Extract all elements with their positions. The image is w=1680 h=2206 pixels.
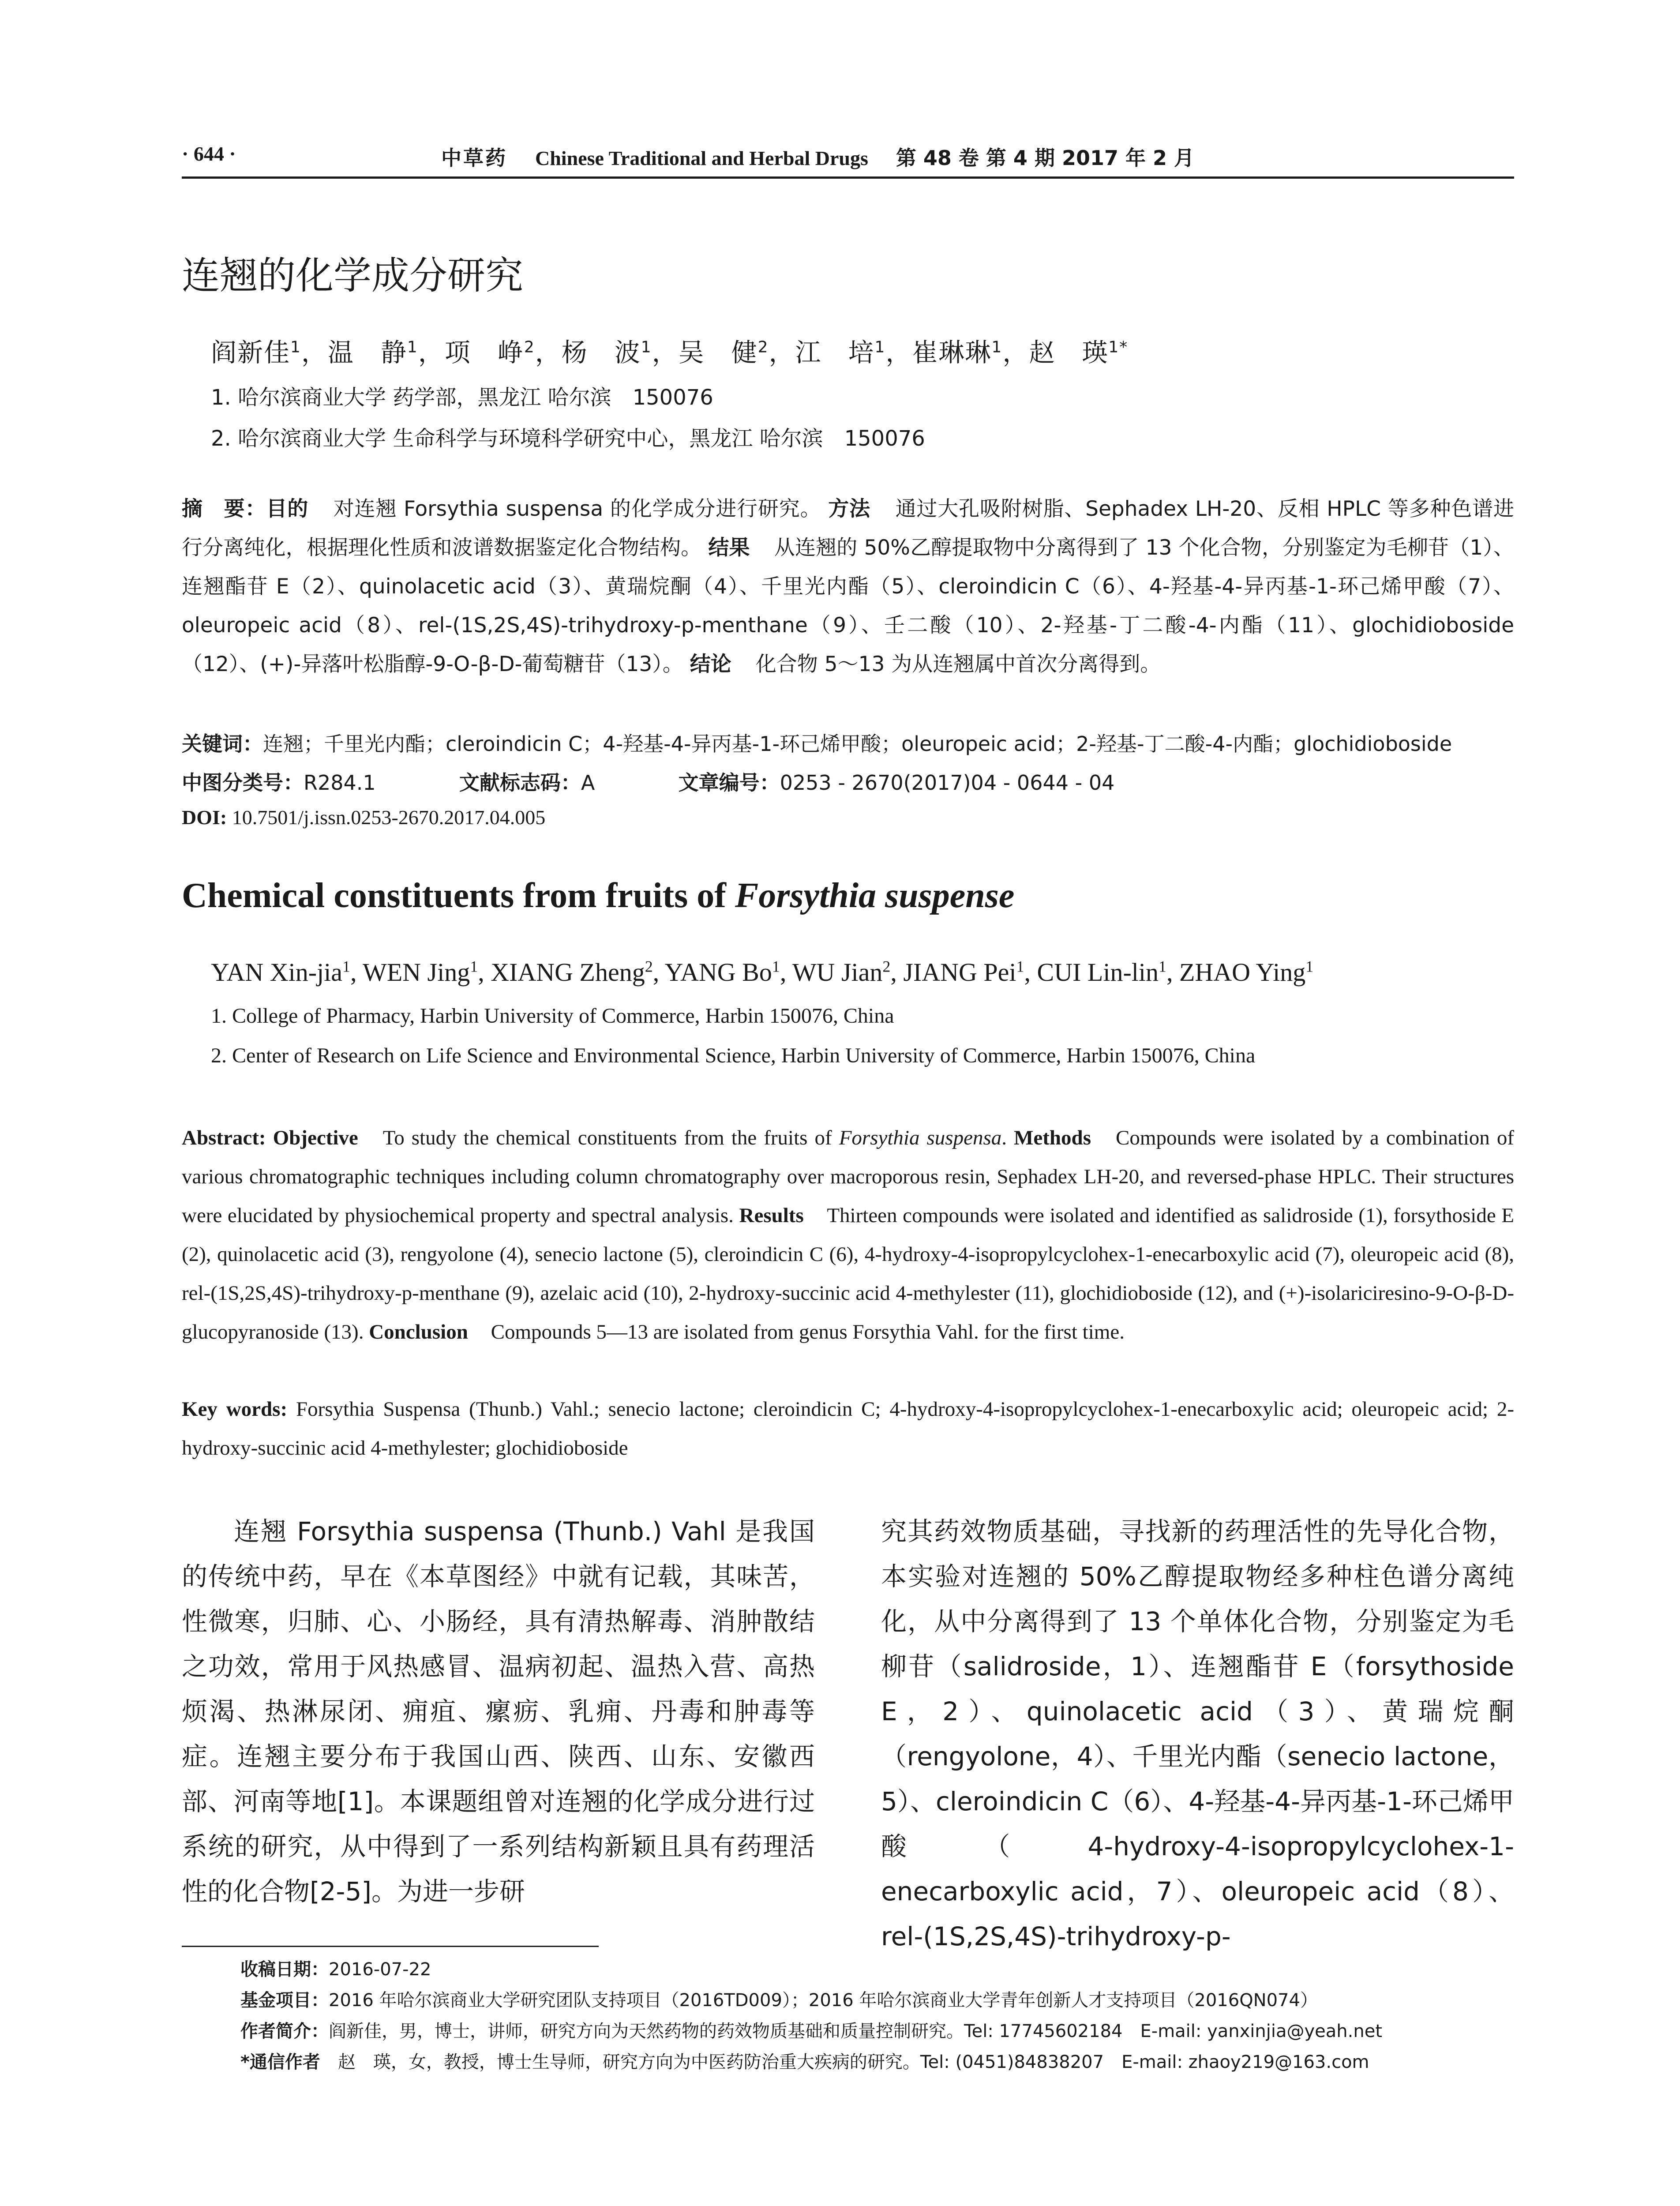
doc-code-value: A (581, 771, 595, 795)
journal-name-en: Chinese Traditional and Herbal Drugs (535, 147, 868, 169)
conclusion-en-label: Conclusion (369, 1321, 468, 1343)
received-value: 2016-07-22 (329, 1959, 431, 1980)
objective-cn-label: 目的 (266, 497, 309, 521)
author-bio-label: 作者简介： (240, 2021, 329, 2041)
corresponding-label: *通信作者 (240, 2052, 320, 2072)
en-author-affiliation-marker: 1 (342, 957, 350, 975)
en-author-affiliation-marker: 2 (882, 957, 891, 975)
keywords-cn-text: 连翘；千里光内酯；cleroindicin C；4-羟基-4-异丙基-1-环己烯甲酸；oleuropeic acid；2-羟基-丁二酸-4-内酯；glochidioboside (263, 732, 1452, 756)
methods-cn-label: 方法 (828, 497, 870, 521)
en-author-name: XIANG Zheng (491, 958, 645, 987)
cn-author-affiliation-marker: 1 (290, 338, 301, 356)
conclusion-cn-text: 化合物 5～13 为从连翘属中首次分离得到。 (755, 652, 1161, 676)
methods-en-label: Methods (1014, 1126, 1091, 1149)
en-author-name: YAN Xin-jia (211, 958, 343, 987)
abstract-cn-label: 摘 要： (182, 497, 266, 521)
results-en-text: Thirteen compounds were isolated and identified as salidroside (1), forsythoside E (2), quinolacetic acid (3), rengyolone (4), senecio lactone (5), cleroindicin C (6), 4-hydroxy-4-isopropylcyclohex-1-enecarboxylic acid (7), oleuropeic acid (8), rel-(1S,2S,4S)-trihydroxy-p-menthane (9), azelaic acid (10), 2-hydroxy-succinic acid 4-methylester (11), glochidioboside (12), and (+)-isolariciresino-9-O-β-D-glucopyranoside (13). (182, 1204, 1515, 1343)
fund-label: 基金项目： (240, 1990, 329, 2011)
methods-cn-text: 通过大孔吸附树脂、Sephadex LH-20、反相 HPLC 等多种色谱进行分离纯化，根据理化性质和波谱数据鉴定化合物结构。 (182, 497, 1514, 560)
cn-author-affiliation-marker: 1 (641, 338, 652, 356)
results-cn-text: 从连翘的 50%乙醇提取物中分离得到了 13 个化合物，分别鉴定为毛柳苷（1）、连翘酯苷 E（2）、quinolacetic acid（3）、黄瑞烷酮（4）、千里光内酯（5）、cleroindicin C（6）、4-羟基-4-异丙基-1-环己烯甲酸（7）、oleuropeic acid（8）、rel-(1S,2S,4S)-trihydroxy-p-menthane（9）、壬二酸（10）、2-羟基-丁二酸-4-内酯（11）、glochidioboside（12）、(+)-异落叶松脂醇-9-O-β-D-葡萄糖苷（13）。 (182, 536, 1514, 676)
keywords-cn-label: 关键词： (182, 732, 263, 756)
cn-author-affiliation-marker: 1 (991, 338, 1003, 356)
en-author-name: WU Jian (792, 958, 883, 987)
en-author-name: JIANG Pei (903, 958, 1016, 987)
cn-author-affiliation-marker: 1 (874, 338, 886, 356)
abstract-en: Abstract: Objective To study the chemical constituents from the fruits of Forsythia suspensa. Methods Compounds were isolated by a combination of various chromatographic techniques including column chromatography over macroporous resin, Sephadex LH-20, and reversed-phase HPLC. Their structures were elucidated by physiochemical property and spectral analysis. Results Thirteen compounds were isolated and identified as salidroside (1), forsythoside E (2), quinolacetic acid (3), rengyolone (4), senecio lactone (5), cleroindicin C (6), 4-hydroxy-4-isopropylcyclohex-1-enecarboxylic acid (7), oleuropeic acid (8), rel-(1S,2S,4S)-trihydroxy-p-menthane (9), azelaic acid (10), 2-hydroxy-succinic acid 4-methylester (11), glochidioboside (12), and (+)-isolariciresino-9-O-β-D-glucopyranoside (13). Conclusion Compounds 5—13 are isolated from genus Forsythia Vahl. for the first time. (182, 1126, 1515, 1343)
page-number: · 644 · (182, 143, 236, 165)
class-label: 中图分类号： (182, 771, 304, 795)
doi-line (182, 806, 545, 829)
objective-en-species: Forsythia suspensa (839, 1126, 1002, 1149)
affiliation-en-2: 2. Center of Research on Life Science and Environmental Science, Harbin University of Commerce, Harbin 150076, China (211, 1044, 1256, 1067)
article-no-value: 0253 - 2670(2017)04 - 0644 - 04 (780, 771, 1115, 795)
article-title-cn: 连翘的化学成分研究 (182, 254, 523, 298)
cn-author-affiliation-marker: 2 (524, 338, 535, 356)
keywords-en (182, 1390, 1514, 1469)
doi-value[interactable]: 10.7501/j.issn.0253-2670.2017.04.005 (232, 806, 546, 829)
en-author-affiliation-marker: 1 (1305, 957, 1314, 975)
methods-en-text: Compounds were isolated by a combination of various chromatographic techniques including column chromatography over macroporous resin, Sephadex LH-20, and reversed-phase HPLC. Their structures were elucidated by physiochemical property and spectral analysis. (182, 1126, 1514, 1227)
issue-info: 第 48 卷 第 4 期 2017 年 2 月 (896, 146, 1195, 170)
objective-cn-text: 对连翘 Forsythia suspensa 的化学成分进行研究。 (333, 497, 821, 521)
objective-en-label: Objective (273, 1126, 358, 1149)
doc-code-label: 文献标志码： (459, 771, 581, 795)
cn-author-name: 项 峥 (444, 338, 524, 368)
author-list-cn: 阎新佳$^1$，温 静$^1$，项 峥$^2$，杨 波$^1$，吴 健$^2$，江 培$^1$，崔琳琳$^1$，赵 瑛$^{1*}$ (211, 338, 1129, 368)
footnote-fund (240, 1986, 1318, 2011)
corresponding-value: 赵 瑛，女，教授，博士生导师，研究方向为中医药防治重大疾病的研究。Tel: (0451)84838207 E-mail: zhaoy219@163.com (338, 2052, 1369, 2072)
title-en-species: Forsythia suspense (735, 876, 1015, 915)
affiliation-cn-2: 2. 哈尔滨商业大学 生命科学与环境科学研究中心，黑龙江 哈尔滨 150076 (211, 426, 925, 451)
cn-author-name: 杨 波 (561, 338, 641, 368)
abstract-cn (182, 490, 1514, 724)
running-header (441, 142, 1194, 171)
body-column-left: 连翘 Forsythia suspensa (Thunb.) Vahl 是我国的传统中药，早在《本草图经》中就有记载，其味苦，性微寒，归肺、心、小肠经，具有清热解毒、消肿散结之功效，常用于风热感冒、温病初起、温热入营、高热烦渴、热淋尿闭、痈疽、瘰疬、乳痈、丹毒和肿毒等症。连翘主要分布于我国山西、陕西、山东、安徽西部、河南等地[1]。本课题组曾对连翘的化学成分进行过系统的研究，从中得到了一系列结构新颖且具有药理活性的化合物[2-5]。为进一步研 (182, 1516, 815, 1906)
footnote-received (240, 1955, 431, 1981)
en-author-name: YANG Bo (664, 958, 772, 987)
keywords-cn (182, 728, 1452, 757)
cn-author-affiliation-marker: 1* (1108, 338, 1129, 356)
en-author-name: ZHAO Ying (1179, 958, 1306, 987)
keywords-en-label: Key words: (182, 1398, 288, 1421)
title-en-text: Chemical constituents from fruits of (182, 876, 735, 915)
footnote-author (240, 2017, 1382, 2042)
received-label: 收稿日期： (240, 1959, 329, 1980)
class-value: R284.1 (304, 771, 376, 795)
conclusion-cn-label: 结论 (690, 652, 731, 676)
results-cn-label: 结果 (708, 536, 750, 560)
abstract-en-label: Abstract: (182, 1126, 266, 1149)
en-author-affiliation-marker: 1 (1016, 957, 1024, 975)
cn-author-name: 吴 健 (678, 338, 758, 368)
classification-line (182, 767, 1114, 796)
footnote-rule (182, 1946, 599, 1947)
keywords-en-text: Forsythia Suspensa (Thunb.) Vahl.; senecio lactone; cleroindicin C; 4-hydroxy-4-isopropylcyclohex-1-enecarboxylic acid; oleuropeic acid; 2-hydroxy-succinic acid 4-methylester; glochidioboside (182, 1398, 1515, 1459)
conclusion-en-text: Compounds 5—13 are isolated from genus Forsythia Vahl. for the first time. (491, 1321, 1125, 1343)
article-no-label: 文章编号： (678, 771, 780, 795)
objective-en-text: To study the chemical constituents from the fruits of (382, 1126, 839, 1149)
cn-author-name: 赵 瑛 (1029, 338, 1109, 368)
affiliation-cn-1: 1. 哈尔滨商业大学 药学部，黑龙江 哈尔滨 150076 (211, 385, 713, 410)
author-bio-value: 阎新佳，男，博士，讲师，研究方向为天然药物的药效物质基础和质量控制研究。Tel: 17745602184 E-mail: yanxinjia@yeah.net (329, 2021, 1383, 2041)
cn-author-name: 温 静 (327, 338, 407, 368)
fund-value: 2016 年哈尔滨商业大学研究团队支持项目（2016TD009）；2016 年哈尔滨商业大学青年创新人才支持项目（2016QN074） (329, 1990, 1318, 2011)
cn-author-affiliation-marker: 2 (758, 338, 769, 356)
en-author-name: CUI Lin-lin (1037, 958, 1159, 987)
en-author-affiliation-marker: 1 (470, 957, 478, 975)
article-title-en (182, 876, 1014, 916)
journal-name-cn: 中草药 (441, 146, 507, 170)
en-author-affiliation-marker: 1 (772, 957, 780, 975)
cn-author-name: 江 培 (795, 338, 875, 368)
en-author-affiliation-marker: 1 (1159, 957, 1166, 975)
en-author-name: WEN Jing (362, 958, 470, 987)
body-column-right: 究其药效物质基础，寻找新的药理活性的先导化合物，本实验对连翘的 50%乙醇提取物经多种柱色谱分离纯化，从中分离得到了 13 个单体化合物，分别鉴定为毛柳苷（salidroside，1）、连翘酯苷 E（forsythoside E，2）、quinolacetic acid（3）、黄瑞烷酮（rengyolone，4）、千里光内酯（senecio lactone，5）、cleroindicin C（6）、4-羟基-4-异丙基-1-环己烯甲酸（4-hydroxy-4-isopropylcyclohex-1-enecarboxylic acid，7）、oleuropeic acid（8）、rel-(1S,2S,4S)-trihydroxy-p- (881, 1516, 1514, 1951)
header-rule (182, 176, 1514, 179)
cn-author-name: 崔琳琳 (912, 338, 992, 368)
affiliation-en-1: 1. College of Pharmacy, Harbin University of Commerce, Harbin 150076, China (211, 1004, 894, 1028)
doi-label: DOI: (182, 806, 227, 829)
results-en-label: Results (739, 1204, 804, 1227)
cn-author-name: 阎新佳 (211, 338, 291, 368)
en-author-affiliation-marker: 2 (645, 957, 653, 975)
footnote-corresponding (240, 2048, 1369, 2073)
cn-author-affiliation-marker: 1 (407, 338, 418, 356)
author-list-en: YAN Xin-jia$^1$, WEN Jing$^1$, XIANG Zheng$^2$, YANG Bo$^1$, WU Jian$^2$, JIANG Pei$^1$, CUI Lin-lin$^1$, ZHAO Ying$^1$ (211, 957, 1314, 987)
